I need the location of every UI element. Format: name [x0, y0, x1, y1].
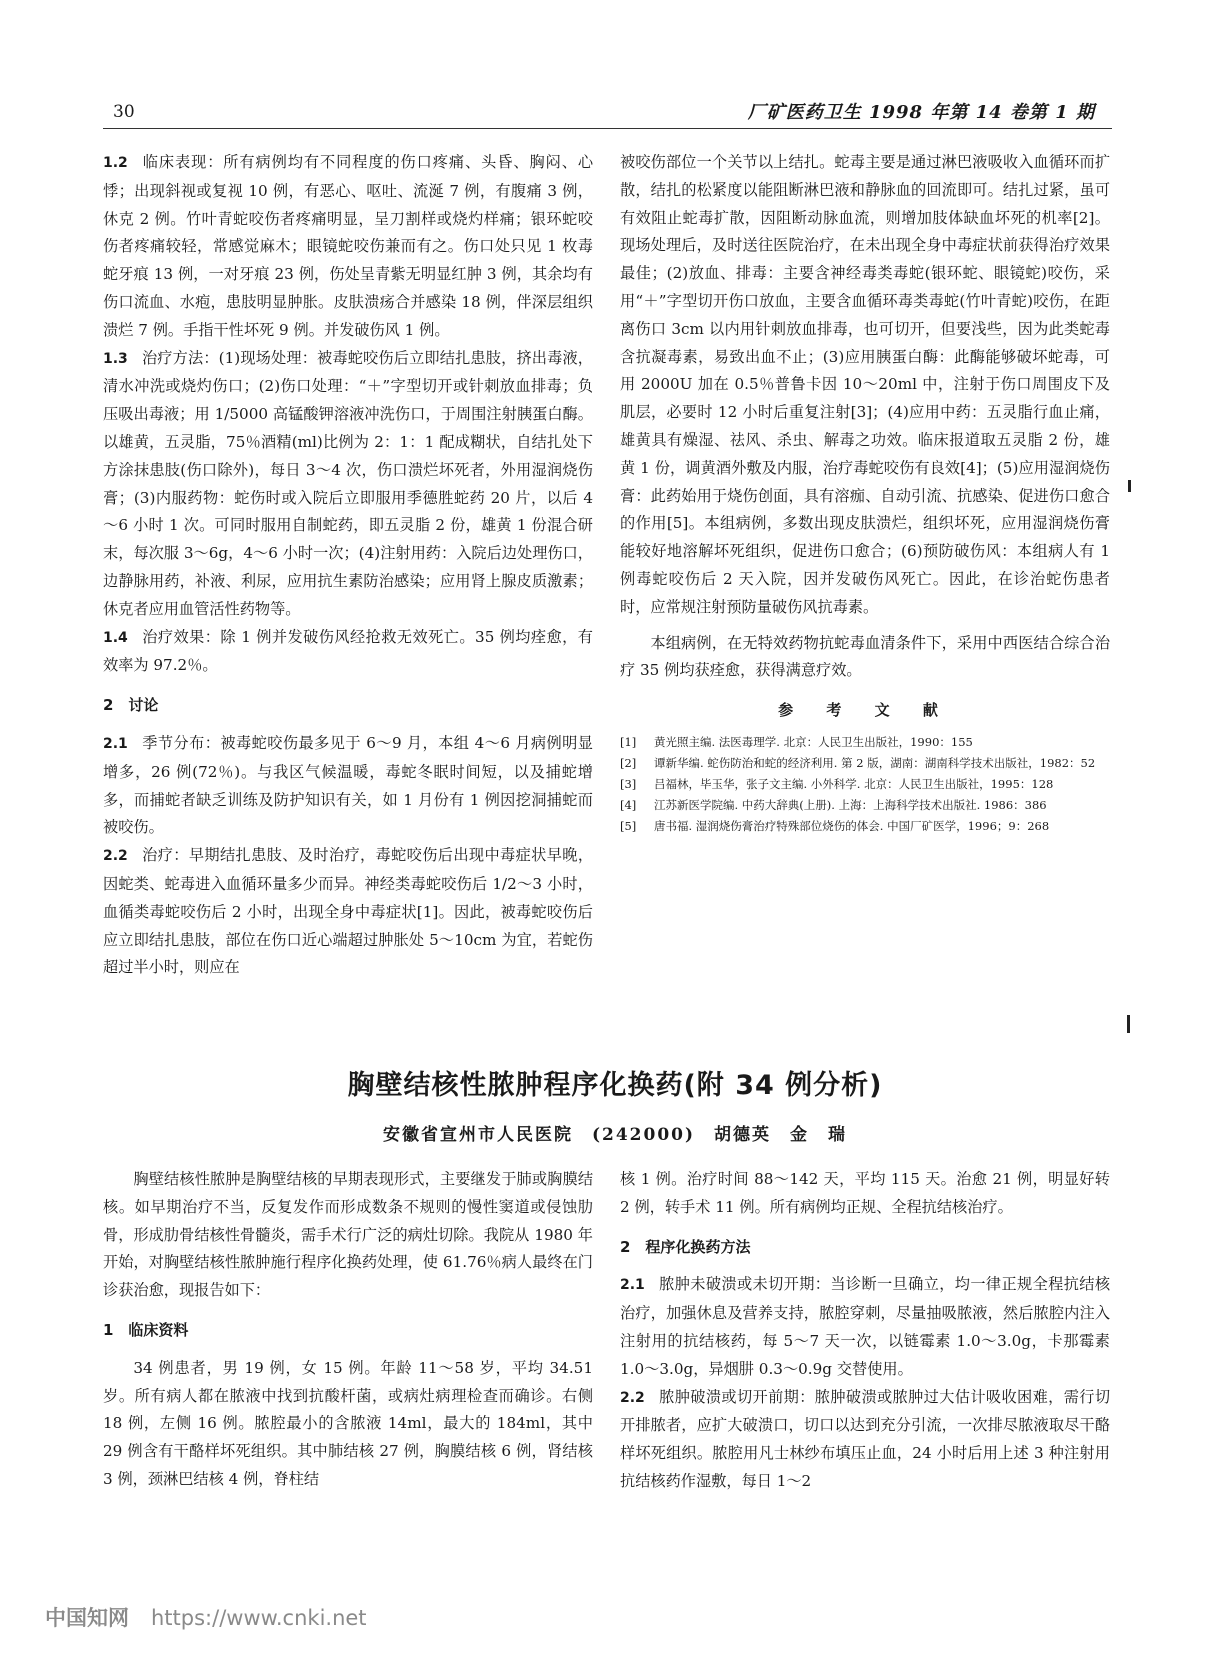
- conclusion-paragraph: 本组病例，在无特效药物抗蛇毒血清条件下，采用中西医结合综合治疗 35 例均获痊愈，获得满意疗效。: [620, 633, 1110, 680]
- reference-text: 黄光照主编. 法医毒理学. 北京：人民卫生出版社，1990：155: [654, 734, 973, 749]
- paragraph-text: 治疗方法：(1)现场处理：被毒蛇咬伤后立即结扎患肢，挤出毒液，清水冲洗或烧灼伤口；(2)伤口处理：“＋”字型切开或针刺放血排毒；负压吸出毒液；用 1/5000 高锰酸钾溶液冲洗伤口，于周围注射胰蛋白酶。以雄黄，五灵脂，75％酒精(ml)比例为 2：1：1 配成糊状，自结扎处下方涂抹患肢(伤口除外)，每日 3～4 次，伤口溃烂坏死者，外用湿润烧伤膏；(3)内服药物：蛇伤时或入院后立即服用季德胜蛇药 20 片，以后 4～6 小时 1 次。可同时服用自制蛇药，即五灵脂 2 份，雄黄 1 份混合研末，每次服 3～6g，4～6 小时一次；(4)注射用药：入院后边处理伤口，边静脉用药，补液、利尿，应用抗生素防治感染；应用肾上腺皮质激素；休克者应用血管活性药物等。: [103, 348, 593, 618]
- section-heading: 2 程序化换药方法: [620, 1237, 751, 1256]
- prev-right-column: [620, 149, 1110, 838]
- section-heading: 2 讨论: [103, 696, 159, 715]
- paragraph-text: 脓肿未破溃或未切开期：当诊断一旦确立，均一律正规全程抗结核治疗，加强休息及营养支持，脓腔穿刺，尽量抽吸脓液，然后脓腔内注入注射用的抗结核药，每 5～7 天一次，以链霉素 1.0～3.0g，卡那霉素 1.0～3.0g，异烟肼 0.3～0.9g 交替使用。: [620, 1275, 1110, 1378]
- paragraph-text: 治疗：早期结扎患肢、及时治疗，毒蛇咬伤后出现中毒症状早晚，因蛇类、蛇毒进入血循环量多少而异。神经类毒蛇咬伤后 1/2～3 小时，血循类毒蛇咬伤后 2 小时，出现全身中毒症状[1]。因此，被毒蛇咬伤后应立即结扎患肢，部位在伤口近心端超过肿胀处 5～10cm 为宜，若蛇伤超过半小时，则应在: [103, 846, 593, 977]
- paragraph: [103, 730, 593, 842]
- page-number: 30: [113, 102, 135, 122]
- paragraph: [103, 842, 593, 982]
- paragraph: 被咬伤部位一个关节以上结扎。蛇毒主要是通过淋巴液吸收入血循环而扩散，结扎的松紧度以能阻断淋巴液和静脉血的回流即可。结扎过紧，虽可有效阻止蛇毒扩散，因阻断动脉血流，则增加肢体缺血坏死的机率[2]。现场处理后，及时送往医院治疗，在未出现全身中毒症状前获得治疗效果最佳；(2)放血、排毒：主要含神经毒类毒蛇(银环蛇、眼镜蛇)咬伤，采用“＋”字型切开伤口放血，主要含血循环毒类毒蛇(竹叶青蛇)咬伤，在距离伤口 3cm 以内用针刺放血排毒，也可切开，但要浅些，因为此类蛇毒含抗凝毒素，易致出血不止；(3)应用胰蛋白酶：此酶能够破坏蛇毒，可用 2000U 加在 0.5％普鲁卡因 10～20ml 中，注射于伤口周围皮下及肌层，必要时 12 小时后重复注射[3]；(4)应用中药：五灵脂行血止痛，雄黄具有燥湿、祛风、杀虫、解毒之功效。临床报道取五灵脂 2 份，雄黄 1 份，调黄酒外敷及内服，治疗毒蛇咬伤有良效[4]；(5)应用湿润烧伤膏：此药始用于烧伤创面，具有溶痂、自动引流、抗感染、促进伤口愈合的作用[5]。本组病例，多数出现皮肤溃烂，组织坏死，应用湿润烧伤膏能较好地溶解坏死组织，促进伤口愈合；(6)预防破伤风：本组病人有 1 例毒蛇咬伤后 2 天入院，因并发破伤风死亡。因此，在诊治蛇伤患者时，应常规注射预防量破伤风抗毒素。: [620, 153, 1110, 616]
- reference-number: [5]: [620, 818, 637, 833]
- article-title: 胸壁结核性脓肿程序化换药(附 34 例分析): [347, 1070, 883, 1101]
- section-heading: 1 临床资料: [103, 1320, 189, 1339]
- reference-text: 谭新华编. 蛇伤防治和蛇的经济利用. 第 2 版，湖南：湖南科学技术出版社，1982：52: [654, 755, 1096, 770]
- article-left-column: [103, 1166, 593, 1494]
- watermark-url: https://www.cnki.net: [151, 1606, 367, 1630]
- section-number: 2.1: [103, 735, 128, 752]
- reference-number: [3]: [620, 776, 637, 791]
- header-rule: [103, 128, 1112, 129]
- reference-text: 吕福林，毕玉华，张子文主编. 小外科学. 北京：人民卫生出版社，1995：128: [654, 776, 1054, 791]
- paragraph-text: 脓肿破溃或切开前期：脓肿破溃或脓肿过大估计吸收困难，需行切开排脓者，应扩大破溃口，切口以达到充分引流，一次排尽脓液取尽干酪样坏死组织。脓腔用凡士林纱布填压止血，24 小时后用上述 3 种注射用抗结核药作湿敷，每日 1～2: [620, 1387, 1110, 1490]
- paragraph-text: 治疗效果：除 1 例并发破伤风经抢救无效死亡。35 例均痊愈，有效率为 97.2％。: [103, 627, 593, 675]
- section-number: 2.2: [620, 1389, 645, 1406]
- paragraph: 核 1 例。治疗时间 88～142 天，平均 115 天。治愈 21 例，明显好转 2 例，转手术 11 例。所有病例均正规、全程抗结核治疗。: [620, 1170, 1110, 1216]
- section-number: 1.2: [103, 155, 128, 171]
- reference-number: [1]: [620, 734, 637, 749]
- reference-item: [620, 817, 1110, 836]
- paragraph: [620, 1384, 1110, 1496]
- reference-item: [620, 754, 1110, 773]
- reference-item: [620, 775, 1110, 794]
- paragraph: [103, 624, 593, 681]
- article-right-column: [620, 1166, 1110, 1496]
- paragraph: [620, 1271, 1110, 1383]
- reference-number: [2]: [620, 755, 637, 770]
- section-number: 2.1: [620, 1277, 645, 1294]
- author-affiliation: 安徽省宣州市人民医院 (242000) 胡德英 金 瑞: [382, 1125, 848, 1145]
- reference-item: [620, 796, 1110, 815]
- watermark-logo: 中国知网: [45, 1606, 129, 1630]
- paragraph: [103, 345, 593, 624]
- paragraph: [103, 149, 593, 345]
- intro-paragraph: 胸壁结核性脓肿是胸壁结核的早期表现形式，主要继发于肺或胸膜结核。如早期治疗不当，反复发作而形成数条不规则的慢性窦道或侵蚀肋骨，形成肋骨结核性骨髓炎，需手术行广泛的病灶切除。我院从 1980 年开始，对胸壁结核性脓肿施行程序化换药处理，使 61.76％病人最终在门诊获治愈，现报告如下：: [103, 1170, 593, 1300]
- scan-speck: [1128, 480, 1131, 492]
- paragraph-text: 临床表现：所有病例均有不同程度的伤口疼痛、头昏、胸闷、心悸；出现斜视或复视 10 例，有恶心、呕吐、流涎 7 例，有腹痛 3 例，休克 2 例。竹叶青蛇咬伤者疼痛明显，呈刀割样或烧灼样痛；银环蛇咬伤者疼痛较轻，常感觉麻木；眼镜蛇咬伤兼而有之。伤口处只见 1 枚毒蛇牙痕 13 例，一对牙痕 23 例，伤处呈青紫无明显红肿 3 例，其余均有伤口流血、水疱，患肢明显肿胀。皮肤溃疡合并感染 18 例，伴深层组织溃烂 7 例。手指干性坏死 9 例。并发破伤风 1 例。: [103, 153, 593, 339]
- prev-left-column: [103, 149, 593, 982]
- reference-text: 唐书福. 湿润烧伤膏治疗特殊部位烧伤的体会. 中国厂矿医学，1996；9：268: [654, 818, 1050, 833]
- section-number: 2.2: [103, 848, 128, 865]
- reference-text: 江苏新医学院编. 中药大辞典(上册). 上海：上海科学技术出版社. 1986：386: [654, 797, 1047, 812]
- references-title: 参 考 文 献: [778, 701, 952, 720]
- section-number: 1.3: [103, 350, 128, 367]
- section-number: 1.4: [103, 629, 128, 646]
- reference-item: [620, 733, 1110, 752]
- cnki-watermark: [45, 1602, 367, 1632]
- paragraph: 34 例患者，男 19 例，女 15 例。年龄 11～58 岁，平均 34.51 岁。所有病人都在脓液中找到抗酸杆菌，或病灶病理检查而确诊。右侧 18 例，左侧 16 例。脓腔最小的含脓液 14ml，最大的 184ml，其中 29 例含有干酪样坏死组织。其中肺结核 27 例，胸膜结核 6 例，肾结核 3 例，颈淋巴结核 4 例，脊柱结: [103, 1358, 593, 1488]
- reference-number: [4]: [620, 797, 637, 812]
- running-head: 厂矿医药卫生 1998 年第 14 卷第 1 期: [747, 102, 1095, 123]
- paragraph-text: 季节分布：被毒蛇咬伤最多见于 6～9 月，本组 4～6 月病例明显增多，26 例(72％)。与我区气候温暖，毒蛇冬眠时间短，以及捕蛇增多，而捕蛇者缺乏训练及防护知识有关，如 1 月份有 1 例因挖洞捕蛇而被咬伤。: [103, 733, 593, 837]
- scan-speck: [1127, 1015, 1130, 1033]
